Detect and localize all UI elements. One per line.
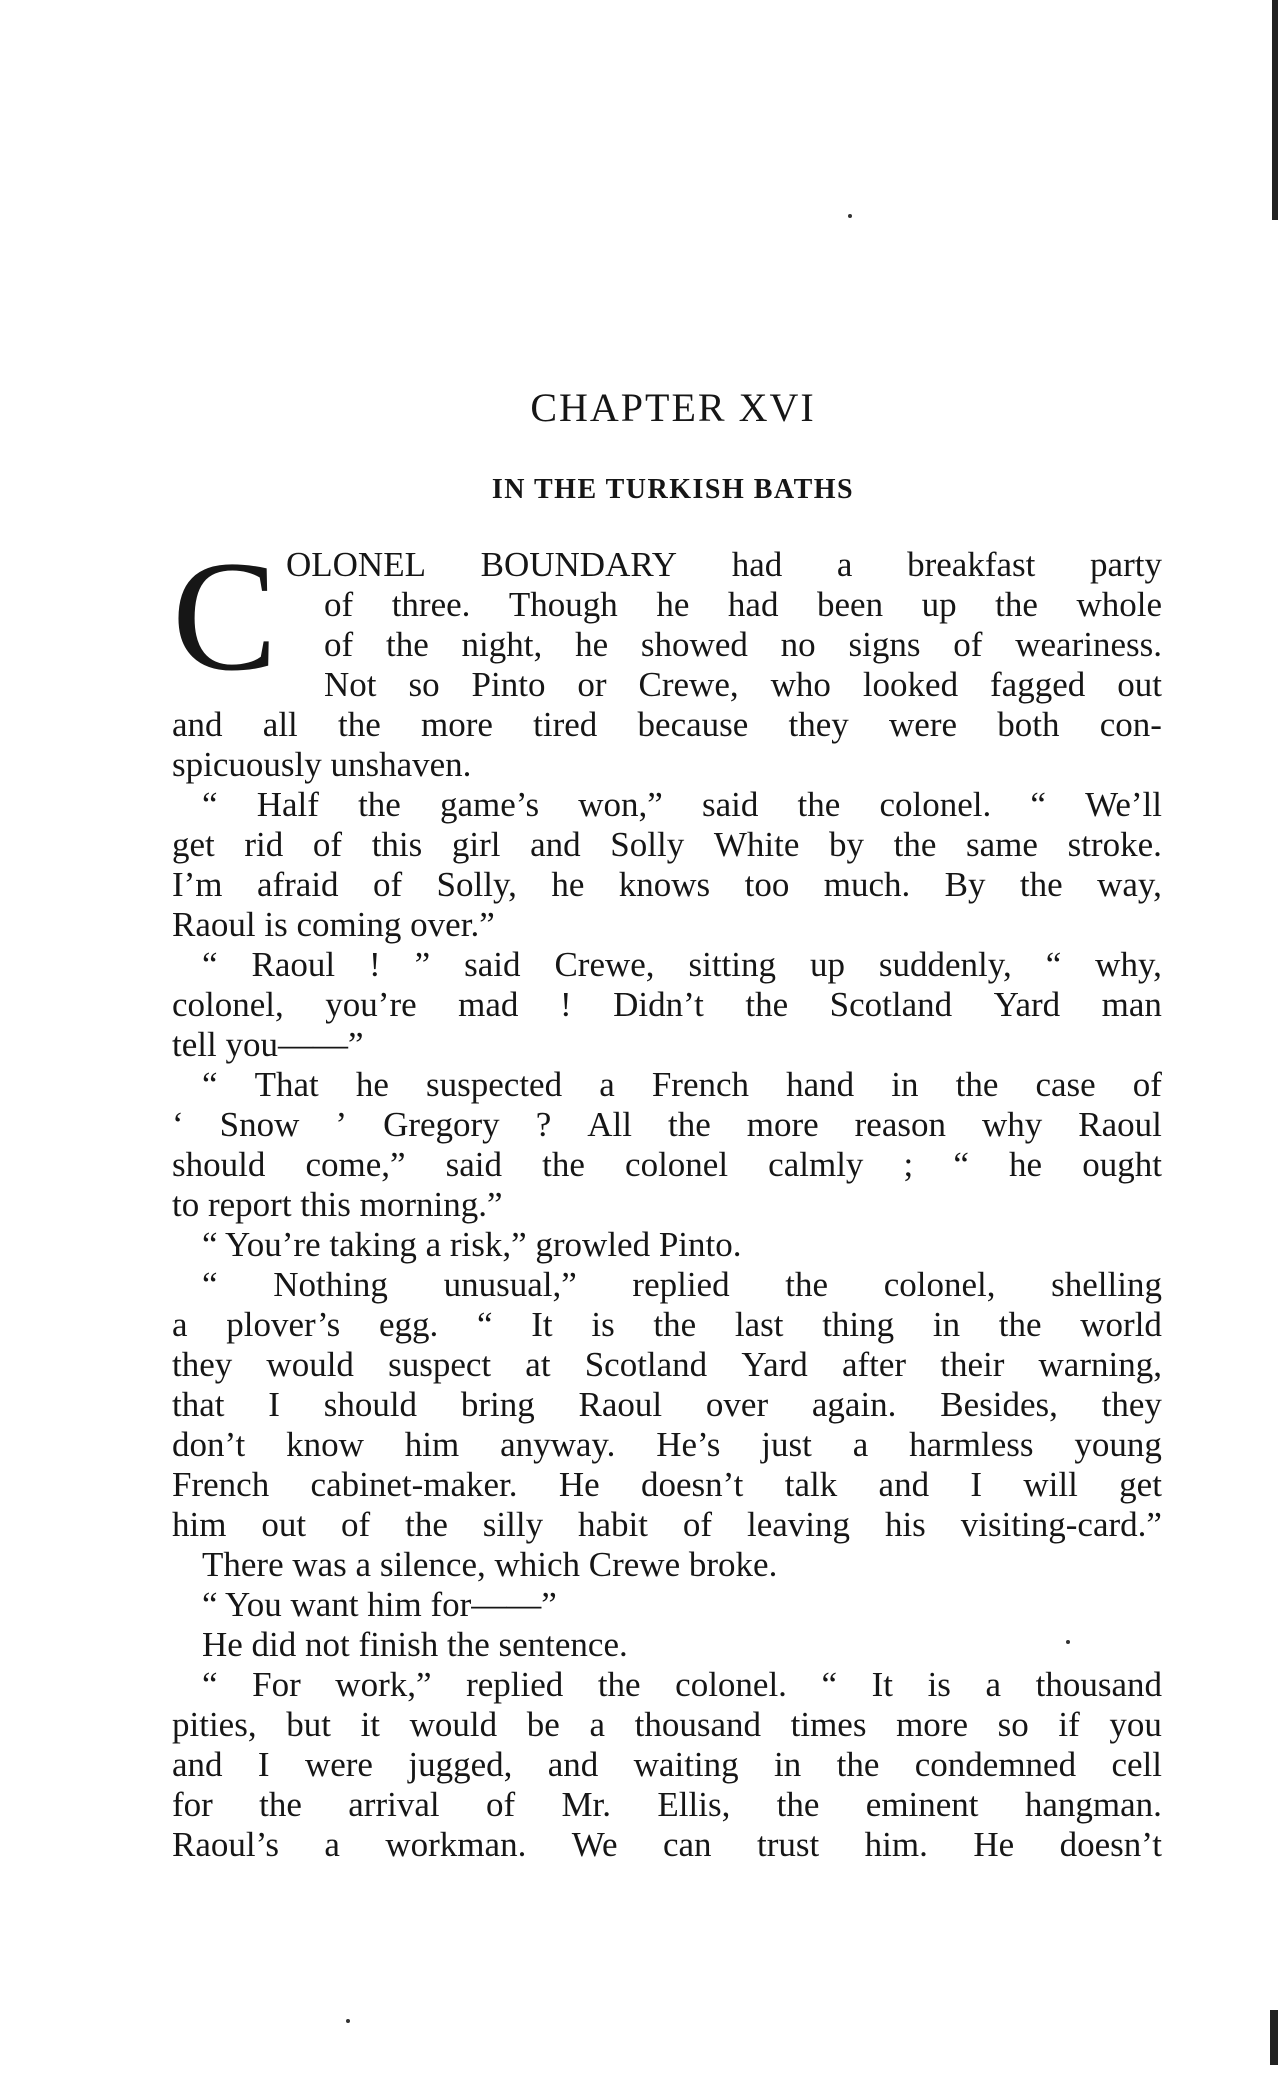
word: workman. (385, 1825, 527, 1864)
word: calmly (768, 1145, 864, 1184)
word: ’ (335, 1105, 348, 1144)
word: replied (466, 1665, 564, 1704)
word: in (774, 1745, 802, 1784)
word: Though (508, 585, 618, 624)
word: showed (640, 625, 748, 664)
word: Didn’t (613, 985, 704, 1024)
word: “ (1030, 785, 1046, 824)
word: thousand (1035, 1665, 1162, 1704)
word: Crewe, (638, 665, 739, 704)
word: colonel (625, 1145, 729, 1184)
word: said (464, 945, 521, 984)
word: unusual,” (443, 1265, 577, 1304)
word: the (653, 1305, 697, 1344)
word: It (871, 1665, 893, 1704)
word: his (884, 1505, 926, 1544)
word: ” (414, 945, 431, 984)
word: I’m (172, 865, 223, 904)
word: don’t (172, 1425, 246, 1464)
word: more (746, 1105, 819, 1144)
text-line (172, 1425, 1162, 1465)
word: That (254, 1065, 319, 1104)
word: knows (618, 865, 711, 904)
text-line (172, 985, 1162, 1025)
word: and (530, 825, 581, 864)
word: Raoul (1078, 1105, 1162, 1144)
word: a (589, 1705, 605, 1744)
word: a (836, 545, 853, 584)
word: French (172, 1465, 270, 1504)
word: the (785, 1265, 829, 1304)
scan-edge-mark-top (1272, 0, 1278, 220)
word: shelling (1051, 1265, 1162, 1304)
word: up (921, 585, 957, 624)
word: is (927, 1665, 951, 1704)
word: Not (324, 665, 377, 704)
word: been (817, 585, 884, 624)
word: habit (578, 1505, 648, 1544)
word: anyway. (500, 1425, 616, 1464)
word: and (878, 1465, 930, 1504)
word: he (355, 1065, 389, 1104)
word: or (577, 665, 607, 704)
word: It (531, 1305, 553, 1344)
word: if (1058, 1705, 1080, 1744)
word: of (682, 1505, 713, 1544)
word: three. (391, 585, 471, 624)
word: doesn’t (1059, 1825, 1162, 1864)
word: the (667, 1105, 711, 1144)
scan-speck (346, 2019, 350, 2023)
word: too (744, 865, 790, 904)
word: why (982, 1105, 1043, 1144)
word: “ (477, 1305, 493, 1344)
word: were (889, 705, 958, 744)
word: and (547, 1745, 599, 1784)
word: after (841, 1345, 907, 1384)
word: they (1101, 1385, 1162, 1424)
word: and (172, 705, 223, 744)
word: of (485, 1785, 516, 1824)
word: colonel. (879, 785, 992, 824)
text-line (172, 1505, 1162, 1545)
word: would (266, 1345, 354, 1384)
drop-cap: C (172, 529, 278, 704)
word: man (1101, 985, 1162, 1024)
word: out (261, 1505, 307, 1544)
word: Solly, (436, 865, 517, 904)
text-line (172, 1145, 1162, 1185)
word: By (944, 865, 986, 904)
word: just (761, 1425, 812, 1464)
text-line (172, 1465, 1162, 1505)
word: all (262, 705, 298, 744)
word: He (973, 1825, 1015, 1864)
word: him (172, 1505, 227, 1544)
word: their (940, 1345, 1005, 1384)
word: Raoul’s (172, 1825, 279, 1864)
word: the (998, 1305, 1042, 1344)
word: ought (1082, 1145, 1162, 1184)
chapter-title: CHAPTER XVI (530, 385, 816, 430)
word: know (286, 1425, 364, 1464)
word: for (172, 1785, 213, 1824)
word: night, (461, 625, 543, 664)
word: you (1109, 1705, 1162, 1744)
word: “ (821, 1665, 838, 1704)
word: of (1132, 1065, 1162, 1104)
word: tired (533, 705, 598, 744)
word: the (358, 785, 401, 824)
word: much. (823, 865, 911, 904)
word: ; (903, 1145, 914, 1184)
word: Nothing (273, 1265, 388, 1304)
word: the (1019, 865, 1063, 904)
text-line (172, 705, 1162, 745)
text-line (172, 1305, 1162, 1345)
word: Half (256, 785, 319, 824)
word: “ (202, 785, 218, 824)
word: the (338, 705, 381, 744)
word: of (341, 1505, 371, 1544)
word: out (1117, 665, 1162, 704)
word: looked (862, 665, 959, 704)
word: be (526, 1705, 560, 1744)
word: signs (848, 625, 921, 664)
word: get (172, 825, 215, 864)
word: because (637, 705, 749, 744)
word: last (734, 1305, 784, 1344)
word: plover’s (226, 1305, 341, 1344)
word: a (324, 1825, 340, 1864)
word: waiting (633, 1745, 739, 1784)
word: a (985, 1665, 1002, 1704)
word: We’ll (1085, 785, 1162, 824)
word: a (852, 1425, 869, 1464)
scan-speck (848, 214, 852, 218)
word: no (780, 625, 816, 664)
word: Yard (741, 1345, 808, 1384)
word: you’re (325, 985, 417, 1024)
word: whole (1076, 585, 1162, 624)
text-line: “ You’re taking a risk,” growled Pinto. (202, 1225, 742, 1264)
word: he (1009, 1145, 1043, 1184)
text-line (172, 545, 1162, 585)
word: “ (202, 1265, 218, 1304)
word: I (257, 1745, 270, 1784)
word: girl (451, 825, 501, 864)
word: Scotland (829, 985, 953, 1024)
word: the (836, 1745, 880, 1784)
word: I (268, 1385, 280, 1424)
word: in (891, 1065, 919, 1104)
word: said (702, 785, 759, 824)
word: of (324, 585, 354, 624)
word: come,” (305, 1145, 406, 1184)
text-line (172, 785, 1162, 825)
word: at (525, 1345, 551, 1384)
word: Scotland (584, 1345, 708, 1384)
word: trust (757, 1825, 820, 1864)
word: suddenly, (878, 945, 1012, 984)
word: silly (482, 1505, 544, 1544)
word: Ellis, (657, 1785, 731, 1824)
word: he (656, 585, 690, 624)
word: fagged (990, 665, 1086, 704)
word: can (662, 1825, 712, 1864)
word: cabinet-maker. (310, 1465, 518, 1504)
word: the (405, 1505, 448, 1544)
word: the (597, 1665, 641, 1704)
word: ? (535, 1105, 552, 1144)
word: is (591, 1305, 615, 1344)
word: mad (458, 985, 519, 1024)
word: work,” (335, 1665, 432, 1704)
word: OLONEL (286, 545, 426, 584)
text-line: “ You want him for——” (202, 1585, 557, 1624)
word: White (713, 825, 800, 864)
word: but (286, 1705, 331, 1744)
word: hand (786, 1065, 855, 1104)
word: way, (1097, 865, 1162, 904)
word: breakfast (907, 545, 1036, 584)
word: Mr. (561, 1785, 612, 1824)
word: in (932, 1305, 961, 1344)
scan-edge-mark-bottom (1270, 2010, 1278, 2065)
word: Yard (993, 985, 1061, 1024)
word: the (542, 1145, 585, 1184)
word: He’s (656, 1425, 721, 1464)
word: young (1074, 1425, 1162, 1464)
word: of (953, 625, 983, 664)
word: won,” (578, 785, 663, 824)
word: Raoul (251, 945, 336, 984)
word: by (829, 825, 864, 864)
word: Solly (610, 825, 685, 864)
word: a (599, 1065, 615, 1104)
word: cell (1111, 1745, 1162, 1784)
text-line (172, 945, 1162, 985)
word: suspect (388, 1345, 492, 1384)
word: I (970, 1465, 983, 1504)
text-line (172, 625, 1162, 665)
text-line (172, 1345, 1162, 1385)
word: French (651, 1065, 750, 1104)
text-line (172, 1745, 1162, 1785)
scan-speck (1066, 1640, 1070, 1644)
word: over (705, 1385, 769, 1424)
word: world (1080, 1305, 1162, 1344)
word: rid (244, 825, 284, 864)
text-line (172, 1825, 1162, 1865)
word: who (770, 665, 831, 704)
word: case (1035, 1065, 1096, 1104)
word: they (172, 1345, 233, 1384)
word: same (966, 825, 1038, 864)
word: of (312, 825, 343, 864)
word: ‘ (172, 1105, 184, 1144)
word: arrival (348, 1785, 440, 1824)
word: pities, (172, 1705, 257, 1744)
word: condemned (914, 1745, 1077, 1784)
word: All (587, 1105, 632, 1144)
word: will (1023, 1465, 1078, 1504)
word: the (385, 625, 429, 664)
word: sitting (688, 945, 777, 984)
word: more (421, 705, 493, 744)
word: he (575, 625, 609, 664)
word: had (731, 545, 783, 584)
word: they (788, 705, 849, 744)
text-line: spicuously unshaven. (172, 745, 472, 784)
word: times (790, 1705, 867, 1744)
word: stroke. (1067, 825, 1162, 864)
word: him. (864, 1825, 928, 1864)
word: afraid (256, 865, 339, 904)
word: eminent (865, 1785, 979, 1824)
word: of (372, 865, 403, 904)
text-line (172, 1105, 1162, 1145)
word: ! (369, 945, 381, 984)
word: Crewe, (554, 945, 655, 984)
text-line: to report this morning.” (172, 1185, 503, 1224)
word: again. (811, 1385, 897, 1424)
word: should (172, 1145, 266, 1184)
word: get (1119, 1465, 1162, 1504)
word: he (551, 865, 585, 904)
word: that (172, 1385, 225, 1424)
text-line (172, 1665, 1162, 1705)
word: “ (202, 945, 218, 984)
word: the (776, 1785, 820, 1824)
word: why, (1095, 945, 1162, 984)
word: the (995, 585, 1038, 624)
word: the (797, 785, 841, 824)
text-line (172, 665, 1162, 705)
word: We (571, 1825, 618, 1864)
word: said (445, 1145, 503, 1184)
word: were (304, 1745, 373, 1784)
word: thing (822, 1305, 895, 1344)
text-line (172, 1065, 1162, 1105)
word: both (997, 705, 1060, 744)
word: him (404, 1425, 460, 1464)
word: “ (202, 1065, 218, 1104)
text-line (172, 1705, 1162, 1745)
text-line (172, 585, 1162, 625)
word: Pinto (471, 665, 546, 704)
word: BOUNDARY (480, 545, 678, 584)
word: this (371, 825, 423, 864)
text-line (172, 825, 1162, 865)
word: Besides, (940, 1385, 1058, 1424)
word: the (745, 985, 789, 1024)
word: He (558, 1465, 600, 1504)
word: replied (632, 1265, 730, 1304)
word: suspected (426, 1065, 563, 1104)
word: “ (953, 1145, 969, 1184)
word: weariness. (1015, 625, 1162, 664)
word: should (323, 1385, 418, 1424)
word: the (955, 1065, 999, 1104)
word: colonel. (675, 1665, 787, 1704)
word: colonel, (883, 1265, 996, 1304)
word: so (408, 665, 440, 704)
word: hangman. (1024, 1785, 1162, 1824)
text-line: There was a silence, which Crewe broke. (202, 1545, 778, 1584)
text-line (172, 1785, 1162, 1825)
word: For (252, 1665, 301, 1704)
word: would (409, 1705, 498, 1744)
chapter-subtitle: IN THE TURKISH BATHS (491, 474, 855, 505)
word: talk (784, 1465, 838, 1504)
text-line: Raoul is coming over.” (172, 905, 495, 944)
word: colonel, (172, 985, 284, 1024)
text-line (172, 865, 1162, 905)
word: up (809, 945, 845, 984)
text-line (172, 1385, 1162, 1425)
word: of (324, 625, 354, 664)
text-line: tell you——” (172, 1025, 364, 1064)
word: doesn’t (640, 1465, 744, 1504)
word: reason (854, 1105, 947, 1144)
chapter-body-text (172, 545, 1162, 1865)
word: bring (460, 1385, 535, 1424)
word: ! (559, 985, 572, 1024)
word: con- (1099, 705, 1162, 744)
word: had (727, 585, 779, 624)
word: Raoul (578, 1385, 663, 1424)
word: Snow (219, 1105, 300, 1144)
word: so (997, 1705, 1029, 1744)
text-line: He did not finish the sentence. (202, 1625, 628, 1664)
word: harmless (909, 1425, 1034, 1464)
word: a (172, 1305, 188, 1344)
word: egg. (379, 1305, 439, 1344)
word: thousand (634, 1705, 761, 1744)
word: leaving (747, 1505, 851, 1544)
word: Gregory (383, 1105, 500, 1144)
word: the (893, 825, 937, 864)
text-line (172, 1265, 1162, 1305)
word: and (172, 1745, 223, 1784)
word: “ (1045, 945, 1062, 984)
word: game’s (439, 785, 540, 824)
word: warning, (1038, 1345, 1162, 1384)
word: jugged, (408, 1745, 513, 1784)
word: “ (202, 1665, 218, 1704)
word: the (259, 1785, 302, 1824)
word: it (360, 1705, 381, 1744)
word: party (1090, 545, 1162, 584)
word: more (896, 1705, 968, 1744)
word: visiting-card.” (960, 1505, 1162, 1544)
